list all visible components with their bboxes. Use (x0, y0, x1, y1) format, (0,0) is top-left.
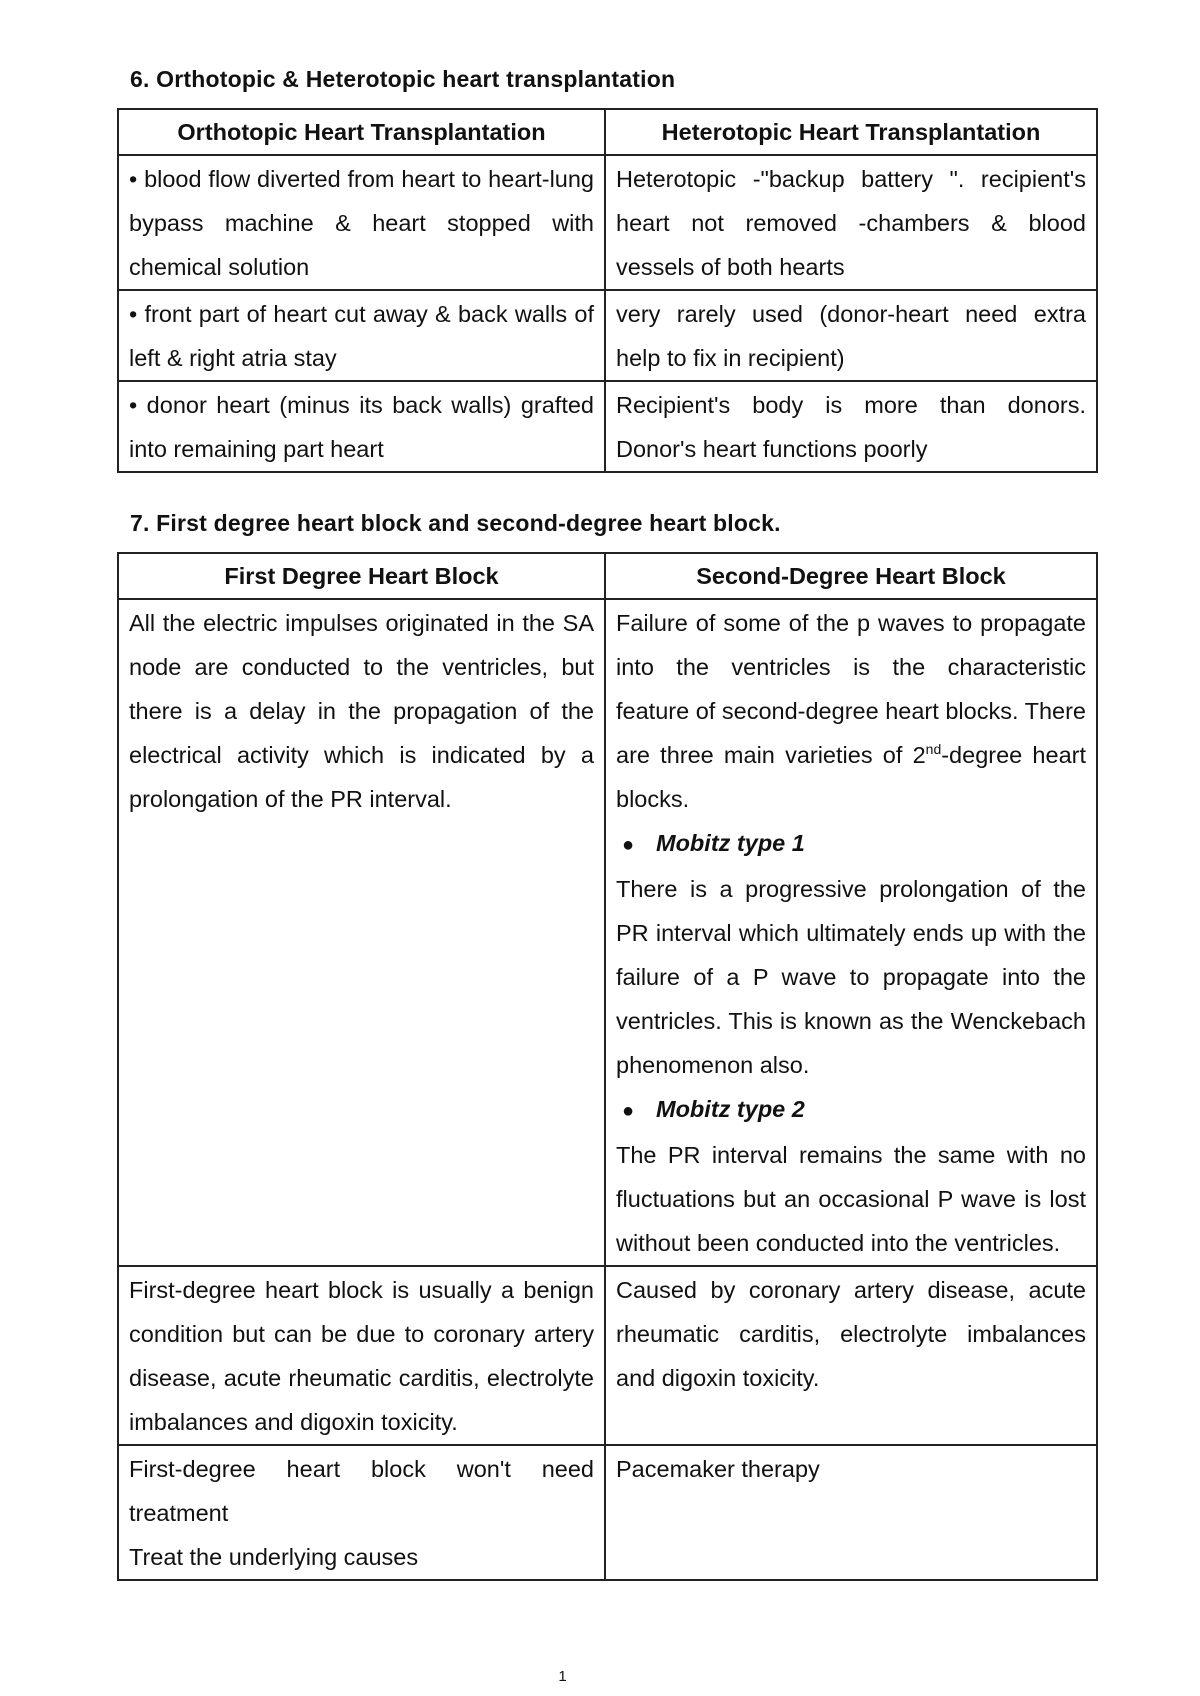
mobitz-type-1-item (616, 821, 1086, 867)
page-number: 1 (558, 1668, 567, 1685)
mobitz-type-1-title: Mobitz type 1 (656, 830, 805, 856)
bullet-icon: ● (622, 834, 635, 856)
heart-block-table (117, 552, 1098, 1581)
mobitz-type-1-text: There is a progressive prolongation of the PR interval which ultimately ends up with the failure of a P wave to propagate into the ventricles. This is known as the Wenckebach phenomenon also. (616, 876, 1086, 1078)
table-cell (118, 1445, 605, 1580)
table-header-row (118, 553, 1097, 599)
table-cell: Recipient's body is more than donors. Donor's heart functions poorly (605, 381, 1097, 472)
heterotopic-header: Heterotopic Heart Transplantation (605, 109, 1097, 155)
table-row (118, 290, 1097, 381)
table-row (118, 1266, 1097, 1445)
section-7-heading: 7. First degree heart block and second-degree heart block. (130, 510, 781, 536)
table-row (118, 381, 1097, 472)
mobitz-type-2-text: The PR interval remains the same with no fluctuations but an occasional P wave is lost without been conducted into the ventricles. (616, 1142, 1086, 1256)
table-cell: Caused by coronary artery disease, acute rheumatic carditis, electrolyte imbalances and digoxin toxicity. (605, 1266, 1097, 1445)
treatment-text: Treat the underlying causes (129, 1544, 419, 1570)
table-row (118, 599, 1097, 1266)
orthotopic-header: Orthotopic Heart Transplantation (118, 109, 605, 155)
first-degree-header: First Degree Heart Block (118, 553, 605, 599)
table-cell: • front part of heart cut away & back walls of left & right atria stay (118, 290, 605, 381)
table-row (118, 155, 1097, 290)
section-6-heading: 6. Orthotopic & Heterotopic heart transplantation (130, 66, 676, 92)
table-cell: Pacemaker therapy (605, 1445, 1097, 1580)
table-cell: Heterotopic -"backup battery ". recipient's heart not removed -chambers & blood vessels of both hearts (605, 155, 1097, 290)
table-cell: • blood flow diverted from heart to heart-lung bypass machine & heart stopped with chemical solution (118, 155, 605, 290)
table-cell: • donor heart (minus its back walls) grafted into remaining part heart (118, 381, 605, 472)
table-cell (605, 599, 1097, 1266)
table-header-row (118, 109, 1097, 155)
second-degree-header: Second-Degree Heart Block (605, 553, 1097, 599)
mobitz-type-2-item (616, 1087, 1086, 1133)
table-row (118, 1445, 1097, 1580)
mobitz-type-2-title: Mobitz type 2 (656, 1096, 805, 1122)
table-cell: First-degree heart block is usually a benign condition but can be due to coronary artery disease, acute rheumatic carditis, electrolyte imbalances and digoxin toxicity. (118, 1266, 605, 1445)
second-degree-intro: Failure of some of the p waves to propagate into the ventricles is the characteristic feature of second-degree heart blocks. There are three main varieties of 2nd-degree heart blocks. (616, 610, 1086, 812)
transplantation-table (117, 108, 1098, 473)
table-cell: All the electric impulses originated in the SA node are conducted to the ventricles, but there is a delay in the propagation of the electrical activity which is indicated by a prolongation of the PR interval. (118, 599, 605, 1266)
treatment-text: First-degree heart block won't need treatment (129, 1456, 594, 1526)
bullet-icon: ● (622, 1100, 635, 1122)
table-cell: very rarely used (donor-heart need extra help to fix in recipient) (605, 290, 1097, 381)
